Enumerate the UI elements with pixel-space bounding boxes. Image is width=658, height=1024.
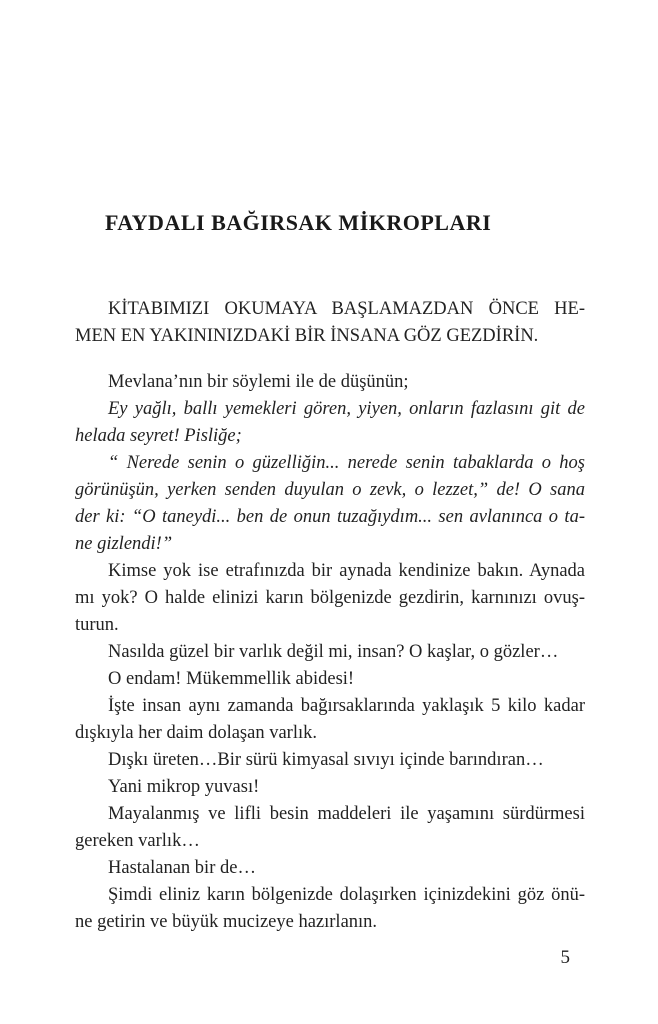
text-line: mı yok? O halde elinizi karın bölgenizde gezdirin, karnınızı ovuş- — [75, 588, 585, 608]
text-line: Şimdi eliniz karın bölgenizde dolaşırken içinizdekini göz önü- — [108, 885, 585, 905]
chapter-title: FAYDALI BAĞIRSAK MİKROPLARI — [105, 210, 492, 235]
page-number: 5 — [560, 947, 570, 968]
paragraph — [75, 296, 585, 350]
text-line: Kimse yok ise etrafınızda bir aynada kendinize bakın. Aynada — [108, 561, 585, 581]
text-line: O endam! Mükemmellik abidesi! — [108, 669, 355, 689]
text-line: Mayalanmış ve lifli besin maddeleri ile yaşamını sürdürmesi — [108, 804, 585, 824]
paragraph — [75, 666, 585, 693]
text-line: Ey yağlı, ballı yemekleri gören, yiyen, onların fazlasını git de — [108, 399, 585, 419]
paragraph — [75, 801, 585, 855]
text-line: dışkıyla her daim dolaşan varlık. — [75, 723, 317, 743]
paragraph — [75, 882, 585, 936]
text-line: ne getirin ve büyük mucizeye hazırlanın. — [75, 912, 378, 932]
paragraph — [75, 693, 585, 747]
paragraph — [75, 855, 585, 882]
text-line: Yani mikrop yuvası! — [108, 777, 260, 797]
text-line: MEN EN YAKININIZDAKİ BİR İNSANA GÖZ GEZDİRİN. — [75, 326, 539, 346]
paragraph — [75, 639, 585, 666]
text-line: Nasılda güzel bir varlık değil mi, insan? O kaşlar, o gözler… — [108, 642, 559, 662]
paragraph — [75, 774, 585, 801]
text-line: “ Nerede senin o güzelliğin... nerede senin tabaklarda o hoş — [108, 453, 585, 473]
text-line: der ki: “O taneydi... ben de onun tuzağıydım... sen avlanınca o ta- — [75, 507, 585, 527]
paragraph — [75, 369, 585, 396]
text-line: ne gizlendi!” — [75, 534, 173, 554]
paragraph — [75, 450, 585, 558]
body-text — [75, 296, 585, 936]
text-line: helada seyret! Pisliğe; — [75, 426, 242, 446]
text-line: İşte insan aynı zamanda bağırsaklarında yaklaşık 5 kilo kadar — [108, 696, 585, 716]
paragraph — [75, 747, 585, 774]
text-line: Mevlana’nın bir söylemi ile de düşünün; — [108, 372, 409, 392]
text-line: turun. — [75, 615, 119, 635]
paragraph — [75, 558, 585, 639]
paragraph — [75, 396, 585, 450]
text-line: Hastalanan bir de… — [108, 858, 256, 878]
text-line: görünüşün, yerken senden duyulan o zevk, o lezzet,” de! O sana — [75, 480, 585, 500]
text-line: Dışkı üreten…Bir sürü kimyasal sıvıyı içinde barındıran… — [108, 750, 544, 770]
text-line: gereken varlık… — [75, 831, 200, 851]
text-line: KİTABIMIZI OKUMAYA BAŞLAMAZDAN ÖNCE HE- — [108, 299, 585, 319]
